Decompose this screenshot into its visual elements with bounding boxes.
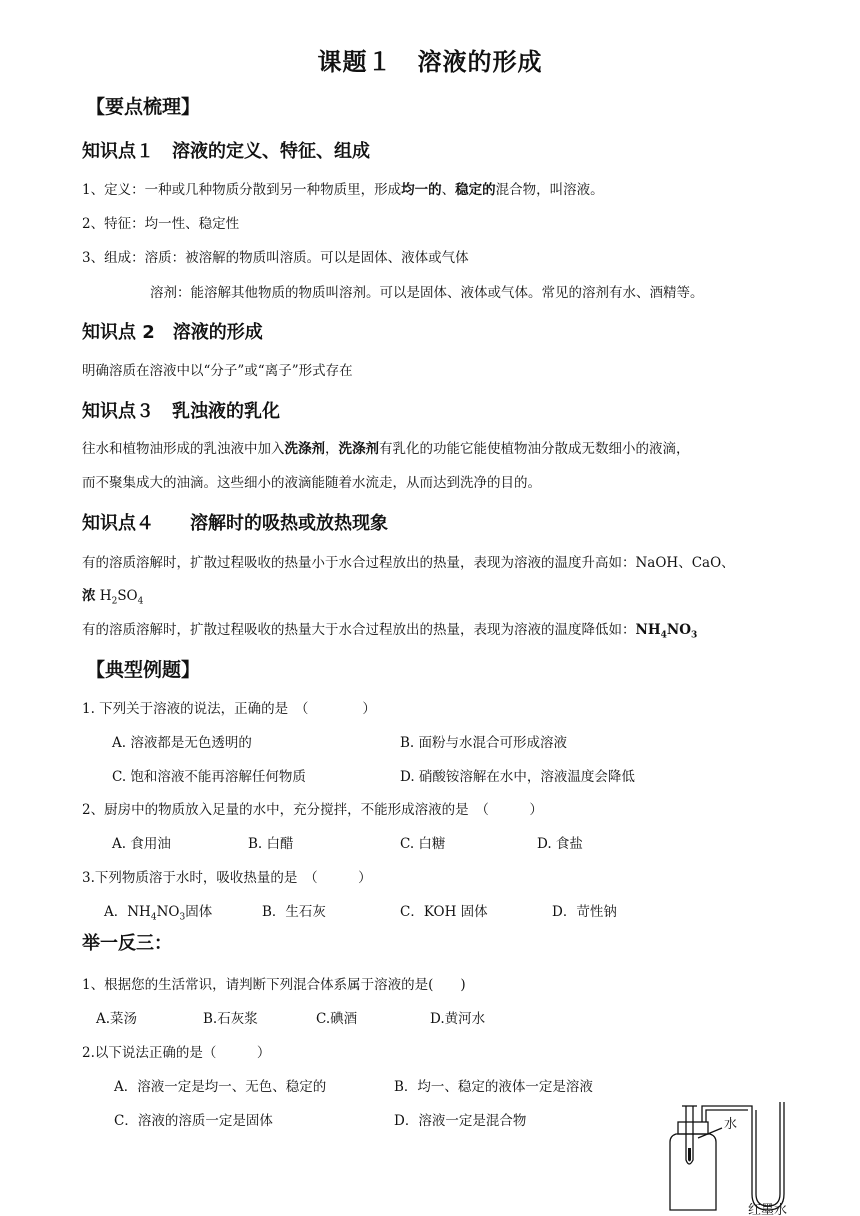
kp2-heading: 知识点 2 溶液的形成 [82,322,263,343]
kp1-def-bold2: 稳定的 [455,182,496,198]
u-tube-inner [756,1102,780,1206]
kp1-feature: 2、特征：均一性、稳定性 [82,216,240,232]
u-tube-outer [702,1102,784,1210]
q3-option-b: B．生石灰 [262,904,326,920]
p1-option-b: B.石灰浆 [203,1011,258,1027]
section-examples-heading: 【典型例题】 [86,659,201,681]
kp1-def-prefix: 1、定义：一种或几种物质分散到另一种物质里，形成 [82,182,402,198]
kp4-paragraph1: 有的溶质溶解时，扩散过程吸收的热量小于水合过程放出的热量，表现为溶液的温度升高如：NaOH、CaO、 [82,555,735,571]
kp4-h: H [95,588,112,604]
kp1-def-sep: 、 [441,182,456,198]
q3-a-sub3: 3 [179,912,186,923]
q1-option-a: A. 溶液都是无色透明的 [112,735,252,751]
q1-stem: 1. 下列关于溶液的说法，正确的是 （ ） [82,701,376,717]
kp3-paragraph-line1 [82,437,690,457]
q2-stem: 2、厨房中的物质放入足量的水中，充分搅拌，不能形成溶液的是 （ ） [82,802,543,818]
p1-option-a: A.菜汤 [96,1011,138,1027]
page-title: 课题１ 溶液的形成 [317,48,543,76]
kp4-sub-4: 4 [137,596,144,607]
p2-option-d: D．溶液一定是混合物 [394,1113,527,1129]
kp3-text-a: 往水和植物油形成的乳浊液中加入 [82,441,285,457]
p2-option-c: C．溶液的溶质一定是固体 [114,1113,273,1129]
kp4-concentrated: 浓 [82,588,96,604]
kp4-sub-2: 2 [111,596,118,607]
q2-option-d: D. 食盐 [537,836,583,852]
p2-option-b: B．均一、稳定的液体一定是溶液 [394,1079,593,1095]
kp4-sub-4b: 4 [660,630,667,641]
kp1-composition: 3、组成：溶质：被溶解的物质叫溶质。可以是固体、液体或气体 [82,250,469,266]
kp4-no: NO [666,622,691,638]
kp1-definition [82,178,604,198]
p1-stem: 1、根据您的生活常识，请判断下列混合体系属于溶液的是( ) [82,977,466,993]
kp4-paragraph1-cont [82,584,143,607]
kp2-text: 明确溶质在溶液中以“分子”或“离子”形式存在 [82,363,353,379]
kp4-so: SO [117,588,138,604]
q3-a-nh: A．NH [104,904,151,920]
p1-option-d: D.黄河水 [430,1011,486,1027]
kp3-detergent-1: 洗涤剂 [284,441,325,457]
tube-liquid [688,1148,691,1162]
q2-option-c: C. 白糖 [400,836,446,852]
kp3-text-d: 有乳化的功能它能使植物油分散成无数细小的液滴， [379,441,690,457]
q1-option-c: C. 饱和溶液不能再溶解任何物质 [112,769,306,785]
q2-option-a: A. 食用油 [112,836,171,852]
kp4-nh4no3 [635,622,698,641]
q3-stem: 3.下列物质溶于水时，吸收热量的是 （ ） [82,870,372,886]
q3-option-d: D．苛性钠 [552,904,617,920]
q3-a-solid: 固体 [185,904,213,920]
apparatus-figure [660,1098,800,1216]
q3-option-c: C．KOH 固体 [400,904,488,920]
kp1-def-suffix: 混合物，叫溶液。 [495,182,604,198]
kp4-paragraph2 [82,618,697,641]
p2-stem: 2.以下说法正确的是（ ） [82,1045,271,1061]
q3-a-sub4: 4 [150,912,157,923]
kp3-comma: ， [325,441,339,457]
p1-option-c: C.碘酒 [316,1011,358,1027]
section-summary-heading: 【要点梳理】 [86,96,201,118]
q3-option-a [104,900,212,923]
kp1-def-bold1: 均一的 [401,182,442,198]
kp1-heading: 知识点１ 溶液的定义、特征、组成 [82,141,370,162]
q2-option-b: B. 白醋 [248,836,294,852]
kp4-heading: 知识点４ 溶解时的吸热或放热现象 [82,513,388,534]
kp3-heading: 知识点３ 乳浊液的乳化 [82,401,280,422]
kp4-p2-text: 有的溶质溶解时，扩散过程吸收的热量大于水合过程放出的热量，表现为溶液的温度降低如： [82,622,636,638]
water-pointer [698,1128,722,1138]
kp4-nh: NH [635,622,661,638]
kp3-detergent-2: 洗涤剂 [338,441,379,457]
kp1-solvent: 溶剂：能溶解其他物质的物质叫溶剂。可以是固体、液体或气体。常见的溶剂有水、酒精等。 [150,285,704,301]
p2-option-a: A．溶液一定是均一、无色、稳定的 [114,1079,327,1095]
q1-option-d: D. 硝酸铵溶解在水中，溶液温度会降低 [400,769,635,785]
section-practice-heading: 举一反三： [82,933,172,954]
kp3-paragraph-line2: 而不聚集成大的油滴。这些细小的液滴能随着水流走，从而达到洗净的目的。 [82,475,541,491]
q1-option-b: B. 面粉与水混合可形成溶液 [400,735,568,751]
water-label: 水 [724,1117,738,1132]
q3-a-no: NO [156,904,180,920]
red-ink-label: 红墨水 [748,1203,788,1216]
kp4-sub-3: 3 [690,630,698,641]
